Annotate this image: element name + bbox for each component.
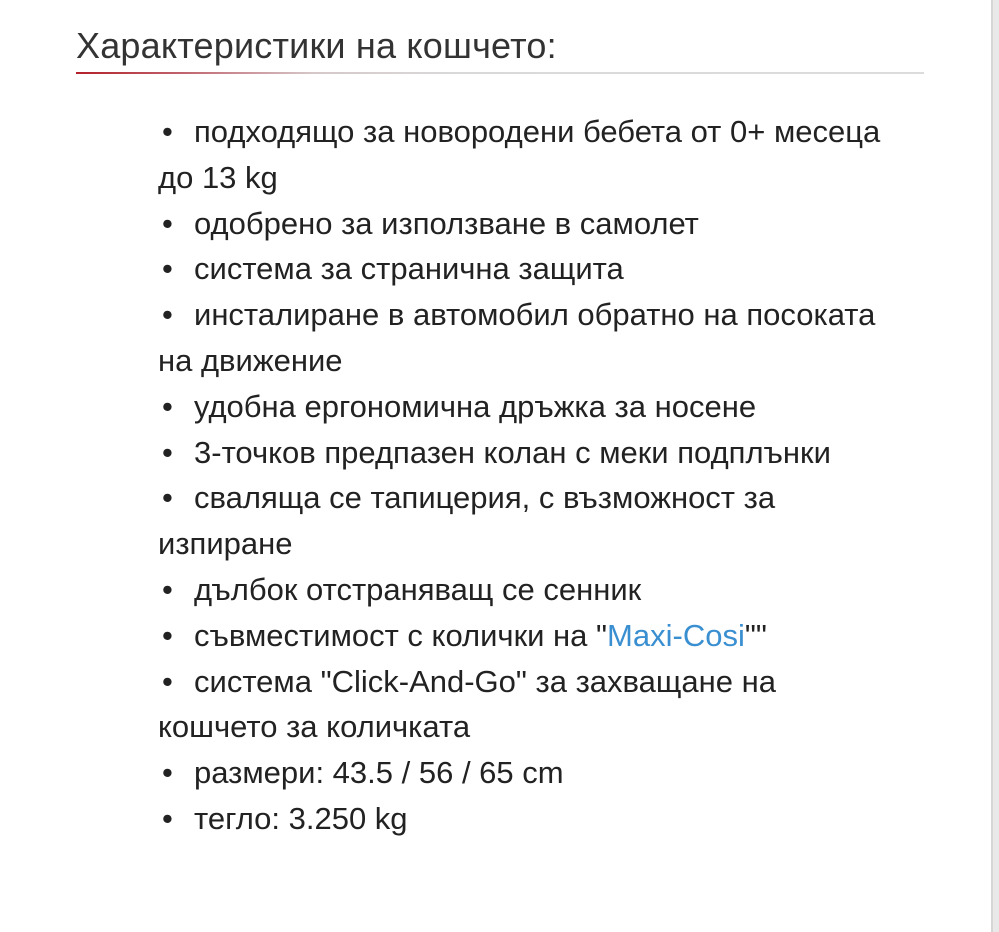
bullet-icon: • <box>162 251 173 287</box>
maxi-cosi-link[interactable]: Maxi-Cosi <box>607 617 745 653</box>
list-item <box>158 109 888 201</box>
feature-text: система за странична защита <box>194 251 624 287</box>
feature-text-prefix: съвместимост с колички на " <box>194 617 608 653</box>
list-item <box>158 475 888 567</box>
features-list <box>158 109 888 842</box>
list-item <box>158 613 888 659</box>
feature-text: 3-точков предпазен колан с меки подплънки <box>194 434 831 470</box>
title-underline-divider <box>76 72 924 74</box>
bullet-icon: • <box>162 297 173 333</box>
list-item <box>158 659 888 751</box>
section-title: Характеристики на кошчето: <box>76 25 557 66</box>
list-item <box>158 750 888 796</box>
feature-text: одобрено за използване в самолет <box>194 205 699 241</box>
feature-text: система "Click-And-Go" за захващане на кошчето за количката <box>158 663 776 745</box>
bullet-icon: • <box>162 114 173 149</box>
list-item <box>158 246 888 292</box>
bullet-icon: • <box>162 755 173 791</box>
list-item <box>158 384 888 430</box>
list-item <box>158 292 888 384</box>
feature-text: сваляща се тапицерия, с възможност за изпиране <box>158 480 776 562</box>
bullet-icon: • <box>162 571 173 607</box>
bullet-icon: • <box>162 434 173 470</box>
list-item <box>158 430 888 476</box>
feature-text: подходящо за новородени бебета от 0+ месеца до 13 kg <box>158 114 881 195</box>
list-item <box>158 796 888 842</box>
bullet-icon: • <box>162 205 173 241</box>
feature-text: дълбок отстраняващ се сенник <box>194 571 642 607</box>
bullet-icon: • <box>162 388 173 424</box>
feature-text: тегло: 3.250 kg <box>194 800 408 836</box>
bullet-icon: • <box>162 617 173 653</box>
bullet-icon: • <box>162 663 173 699</box>
feature-text: удобна ергономична дръжка за носене <box>194 388 757 424</box>
bullet-icon: • <box>162 800 173 836</box>
list-item <box>158 567 888 613</box>
feature-text-suffix: "" <box>744 617 767 653</box>
feature-text: размери: 43.5 / 56 / 65 cm <box>194 755 564 791</box>
feature-text: инсталиране в автомобил обратно на посоката на движение <box>158 297 876 378</box>
bullet-icon: • <box>162 480 173 516</box>
list-item <box>158 201 888 247</box>
